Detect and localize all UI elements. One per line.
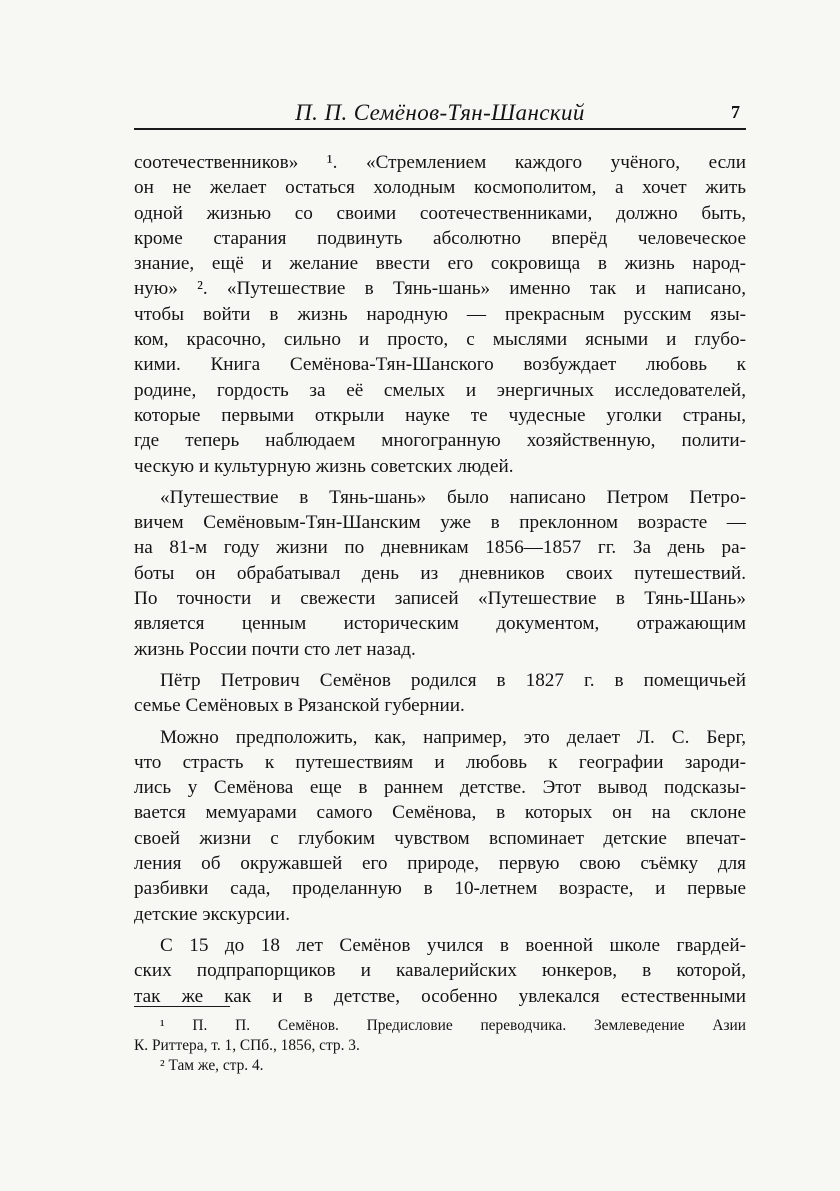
text-line: что страсть к путешествиям и любовь к географии зароди-: [134, 751, 746, 773]
text-line: жизнь России почти сто лет назад.: [134, 638, 416, 660]
text-line: Можно предположить, как, например, это делает Л. С. Берг,: [160, 726, 746, 748]
text-line: является ценным историческим документом, отражающим: [134, 613, 746, 635]
text-line: ления об окружавшей его природе, первую свою съёмку для: [134, 853, 746, 875]
text-line: которые первыми открыли науке те чудесные уголки страны,: [134, 404, 746, 426]
text-line: семье Семёновых в Рязанской губернии.: [134, 695, 465, 717]
text-line: где теперь наблюдаем многогранную хозяйственную, полити-: [134, 430, 746, 452]
text-line: С 15 до 18 лет Семёнов учился в военной школе гвардей-: [160, 934, 746, 956]
text-line: так же как и в детстве, особенно увлекался естественными: [134, 985, 746, 1007]
text-line: лись у Семёнова еще в раннем детстве. Этот вывод подсказы-: [134, 777, 746, 799]
text-line: чтобы войти в жизнь народную — прекрасным русским язы-: [134, 303, 746, 325]
text-line: разбивки сада, проделанную в 10-летнем возрасте, и первые: [134, 878, 746, 900]
text-line: детские экскурсии.: [134, 903, 291, 925]
text-line: По точности и свежести записей «Путешествие в Тянь-Шань»: [134, 588, 746, 610]
footnotes: [134, 1016, 746, 1076]
text-line: своей жизни с глубоким чувством вспоминает детские впечат-: [134, 827, 746, 849]
running-header: [134, 98, 746, 130]
paragraph: [134, 725, 746, 927]
paragraph: [134, 485, 746, 662]
text-line: он не желает остаться холодным космополитом, а хочет жить: [134, 177, 746, 199]
text-line: вичем Семёновым-Тян-Шанским уже в преклонном возрасте —: [134, 512, 746, 534]
text-line: Пётр Петрович Семёнов родился в 1827 г. в помещичьей: [160, 669, 746, 691]
text-line: на 81-м году жизни по дневникам 1856—1857 гг. За день ра-: [134, 537, 746, 559]
paragraph: [134, 933, 746, 1009]
page-number: 7: [731, 102, 740, 122]
body-text: [134, 150, 746, 1009]
footnote-divider: [134, 1006, 230, 1007]
text-line: знание, ещё и желание ввести его сокровища в жизнь народ-: [134, 253, 746, 275]
text-line: одной жизнью со своими соотечественниками, должно быть,: [134, 202, 746, 224]
text-line: кими. Книга Семёнова-Тян-Шанского возбуждает любовь к: [134, 354, 746, 376]
footnote-line: ¹ П. П. Семёнов. Предисловие переводчика. Землеведение Азии: [160, 1017, 746, 1034]
footnote: [134, 1056, 746, 1076]
text-line: ную» ². «Путешествие в Тянь-шань» именно так и написано,: [134, 278, 746, 300]
footnote-line: ² Там же, стр. 4.: [160, 1057, 264, 1074]
text-line: соотечественников» ¹. «Стремлением каждого учёного, если: [134, 152, 746, 173]
footnote-line: К. Риттера, т. 1, СПб., 1856, стр. 3.: [134, 1037, 360, 1054]
running-title: П. П. Семёнов-Тян-Шанский: [295, 100, 585, 125]
text-line: родине, гордость за её смелых и энергичных исследователей,: [134, 379, 746, 401]
paragraph: [134, 668, 746, 719]
footnote: [134, 1016, 746, 1056]
text-line: «Путешествие в Тянь-шань» было написано Петром Петро-: [160, 486, 746, 508]
paragraph: [134, 150, 746, 479]
text-line: боты он обрабатывал день из дневников своих путешествий.: [134, 562, 746, 584]
text-line: ских подпрапорщиков и кавалерийских юнкеров, в которой,: [134, 960, 746, 982]
text-line: ком, красочно, сильно и просто, с мыслями ясными и глубо-: [134, 329, 746, 351]
text-line: вается мемуарами самого Семёнова, в которых он на склоне: [134, 802, 746, 824]
text-line: ческую и культурную жизнь советских людей.: [134, 455, 514, 477]
text-line: кроме старания подвинуть абсолютно вперёд человеческое: [134, 227, 746, 249]
